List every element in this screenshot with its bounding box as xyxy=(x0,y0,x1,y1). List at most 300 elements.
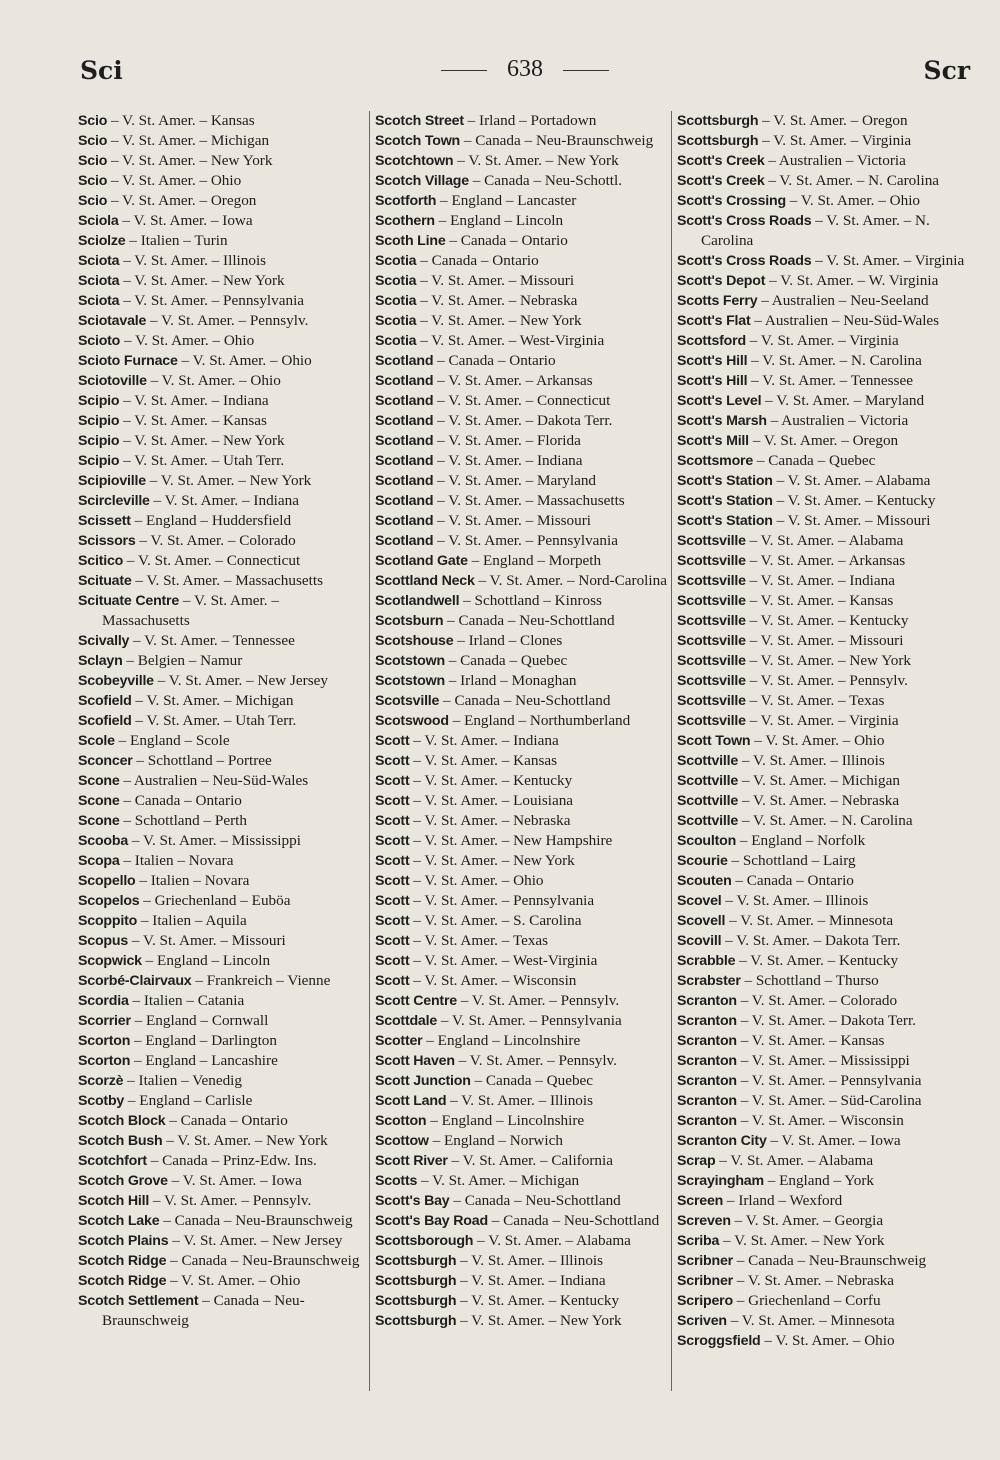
gazetteer-entry xyxy=(375,731,667,751)
entry-place-name: Scranton City xyxy=(677,1133,767,1149)
entry-location: – V. St. Amer. – Ohio xyxy=(166,1272,301,1289)
entry-location: – V. St. Amer. – Oregon xyxy=(107,192,257,209)
entry-location: – V. St. Amer. – Missouri xyxy=(128,932,286,949)
entry-place-name: Scioto Furnace xyxy=(78,353,178,369)
entry-place-name: Scorzè xyxy=(78,1073,124,1089)
gazetteer-entry xyxy=(677,211,972,251)
entry-place-name: Scone xyxy=(78,773,120,789)
entry-location: – V. St. Amer. – New York xyxy=(719,1232,885,1249)
gazetteer-entry xyxy=(677,871,972,891)
gazetteer-entry xyxy=(78,1071,365,1091)
entry-place-name: Scottville xyxy=(677,753,739,769)
entry-place-name: Sciolze xyxy=(78,233,126,249)
entry-place-name: Scio xyxy=(78,193,108,209)
entry-location: – V. St. Amer. – Utah Terr. xyxy=(119,452,285,469)
entry-location: – England – Norfolk xyxy=(736,832,866,849)
gazetteer-entry xyxy=(375,251,667,271)
entry-place-name: Scotland xyxy=(375,473,434,489)
gazetteer-entry xyxy=(375,111,667,131)
entry-place-name: Scotton xyxy=(375,1113,427,1129)
gazetteer-entry xyxy=(375,1231,667,1251)
entry-location: – V. St. Amer. – Connecticut xyxy=(433,392,611,409)
gazetteer-entry xyxy=(78,931,365,951)
entry-location: – V. St. Amer. – N. Carolina xyxy=(764,172,940,189)
entry-location: – England – Huddersfield xyxy=(130,512,292,529)
entry-location: – V. St. Amer. – New Jersey xyxy=(168,1232,343,1249)
entry-location: – England – Lincolnshire xyxy=(422,1032,581,1049)
entry-location: – England – Morpeth xyxy=(467,552,602,569)
entry-place-name: Scobeyville xyxy=(78,673,154,689)
gazetteer-entry xyxy=(375,371,667,391)
entry-location: – V. St. Amer. – Nord-Carolina xyxy=(474,572,667,589)
entry-location: – Canada – Ontario xyxy=(731,872,854,889)
entry-location: – V. St. Amer. – Indiana xyxy=(456,1272,606,1289)
entry-place-name: Scotland xyxy=(375,453,434,469)
gazetteer-entry xyxy=(78,671,365,691)
gazetteer-entry xyxy=(375,211,667,231)
entry-location: – England – York xyxy=(763,1172,875,1189)
gazetteer-entry xyxy=(375,651,667,671)
gazetteer-entry xyxy=(375,971,667,991)
entry-place-name: Scott's Bay Road xyxy=(375,1213,488,1229)
gazetteer-entry xyxy=(375,551,667,571)
entry-location: – Canada – Neu-Schottland xyxy=(439,692,611,709)
gazetteer-entry xyxy=(375,611,667,631)
gazetteer-entry xyxy=(78,171,365,191)
gazetteer-entry xyxy=(677,431,972,451)
entry-location: – V. St. Amer. – New York xyxy=(453,152,619,169)
entry-place-name: Scranton xyxy=(677,1033,737,1049)
gazetteer-entry xyxy=(677,911,972,931)
entry-place-name: Scofield xyxy=(78,693,132,709)
entry-place-name: Scotch Grove xyxy=(78,1173,168,1189)
entry-location: – Canada – Quebec xyxy=(753,452,876,469)
entry-location: – V. St. Amer. – Colorado xyxy=(135,532,296,549)
entry-location: – Italien – Turin xyxy=(125,232,228,249)
entry-location: – V. St. Amer. – Illinois xyxy=(738,752,885,769)
entry-place-name: Scott's Flat xyxy=(677,313,751,329)
gazetteer-entry xyxy=(375,931,667,951)
page-number-block xyxy=(80,56,970,83)
entry-location: – V. St. Amer. – West-Virginia xyxy=(416,332,605,349)
gazetteer-entry xyxy=(375,131,667,151)
entry-location: – Canada – Neu-Schottland xyxy=(487,1212,660,1229)
entry-place-name: Scott xyxy=(375,793,410,809)
gazetteer-entry xyxy=(78,951,365,971)
entry-location: – V. St. Amer. – California xyxy=(447,1152,613,1169)
gazetteer-entry xyxy=(78,191,365,211)
gazetteer-entry xyxy=(375,1051,667,1071)
entry-location: – Canada – Ontario xyxy=(416,252,539,269)
gazetteer-entry xyxy=(78,811,365,831)
gazetteer-entry xyxy=(78,371,365,391)
entry-place-name: Scottland Neck xyxy=(375,573,475,589)
entry-location: – V. St. Amer. – N. Carolina xyxy=(701,212,930,249)
gazetteer-entry xyxy=(677,971,972,991)
gazetteer-entry xyxy=(78,971,365,991)
entry-location: – V. St. Amer. – Missouri xyxy=(416,272,575,289)
entry-place-name: Scio xyxy=(78,133,108,149)
entry-place-name: Scipio xyxy=(78,393,120,409)
entry-location: – V. St. Amer. – Pennsylvania xyxy=(409,892,595,909)
entry-place-name: Scotforth xyxy=(375,193,437,209)
gazetteer-entry xyxy=(375,1011,667,1031)
entry-location: – England – Norwich xyxy=(428,1132,563,1149)
entry-place-name: Scott xyxy=(375,873,410,889)
gazetteer-entry xyxy=(78,771,365,791)
gazetteer-entry xyxy=(677,1231,972,1251)
entry-location: – V. St. Amer. – Dakota Terr. xyxy=(736,1012,916,1029)
entry-location: – England – Lancaster xyxy=(436,192,577,209)
entry-place-name: Scouten xyxy=(677,873,732,889)
entry-place-name: Scotch Bush xyxy=(78,1133,163,1149)
entry-location: – V. St. Amer. – Pennsylvania xyxy=(437,1012,622,1029)
gazetteer-entry xyxy=(677,571,972,591)
header-rule-right xyxy=(563,70,609,71)
gazetteer-entry xyxy=(78,411,365,431)
entry-place-name: Scopa xyxy=(78,853,120,869)
header-rule-left xyxy=(441,70,487,71)
gazetteer-entry xyxy=(375,771,667,791)
gazetteer-entry xyxy=(677,691,972,711)
entry-place-name: Scottsborough xyxy=(375,1233,474,1249)
entry-place-name: Scott xyxy=(375,813,410,829)
entry-place-name: Scottsburgh xyxy=(677,133,759,149)
entry-location: – V. St. Amer. – Arkansas xyxy=(745,552,906,569)
entry-location: – Australien – Neu-Süd-Wales xyxy=(750,312,940,329)
gazetteer-entry xyxy=(78,311,365,331)
entry-column-3 xyxy=(677,111,972,1351)
gazetteer-entry xyxy=(375,1271,667,1291)
entry-location: – V. St. Amer. – Pennsylvania xyxy=(119,292,305,309)
entry-place-name: Scottville xyxy=(677,773,739,789)
gazetteer-entry xyxy=(677,1051,972,1071)
entry-location: – V. St. Amer. – Indiana xyxy=(745,572,895,589)
entry-location: – V. St. Amer. – Missouri xyxy=(745,632,904,649)
gazetteer-entry xyxy=(78,111,365,131)
gazetteer-entry xyxy=(375,671,667,691)
gazetteer-entry xyxy=(78,1191,365,1211)
entry-place-name: Scipio xyxy=(78,413,120,429)
entry-place-name: Scourie xyxy=(677,853,728,869)
gazetteer-entry xyxy=(375,1151,667,1171)
entry-place-name: Scott xyxy=(375,893,410,909)
gazetteer-entry xyxy=(677,311,972,331)
entry-location: – V. St. Amer. – West-Virginia xyxy=(409,952,598,969)
entry-location: – Canada – Ontario xyxy=(433,352,556,369)
entry-location: – Canada – Ontario xyxy=(119,792,242,809)
entry-place-name: Scott Town xyxy=(677,733,751,749)
gazetteer-entry xyxy=(375,691,667,711)
entry-location: – Canada – Neu-Braunschweig xyxy=(159,1212,353,1229)
entry-place-name: Scircleville xyxy=(78,493,150,509)
entry-location: – V. St. Amer. – Oregon xyxy=(748,432,899,449)
entry-location: – V. St. Amer. – Pennsylv. xyxy=(454,1052,617,1069)
gazetteer-entry xyxy=(78,791,365,811)
entry-location: – Australien – Neu-Seeland xyxy=(757,292,929,309)
entry-location: – V. St. Amer. – Ohio xyxy=(785,192,921,209)
entry-place-name: Sciota xyxy=(78,273,120,289)
gazetteer-entry xyxy=(677,591,972,611)
entry-location: – V. St. Amer. – Colorado xyxy=(736,992,898,1009)
entry-place-name: Scipio xyxy=(78,453,120,469)
gazetteer-entry xyxy=(677,651,972,671)
entry-location: – Frankreich – Vienne xyxy=(191,972,331,989)
gazetteer-entry xyxy=(375,1091,667,1111)
entry-location: – V. St. Amer. – Kansas xyxy=(736,1032,885,1049)
gazetteer-entry xyxy=(375,711,667,731)
entry-location: – V. St. Amer. – Nebraska xyxy=(738,792,900,809)
entry-location: – V. St. Amer. – Süd-Carolina xyxy=(736,1092,922,1109)
entry-place-name: Sclayn xyxy=(78,653,123,669)
entry-place-name: Scotch Plains xyxy=(78,1233,169,1249)
entry-place-name: Scottsville xyxy=(677,533,746,549)
entry-location: – V. St. Amer. – Nebraska xyxy=(409,812,571,829)
page-number: 638 xyxy=(507,56,543,82)
entry-place-name: Scott Haven xyxy=(375,1053,455,1069)
entry-location: – England – Carlisle xyxy=(124,1092,253,1109)
gazetteer-entry xyxy=(677,631,972,651)
entry-place-name: Scottsburgh xyxy=(375,1273,457,1289)
entry-location: – V. St. Amer. – Louisiana xyxy=(409,792,574,809)
entry-location: – V. St. Amer. – Kansas xyxy=(119,412,267,429)
gazetteer-entry xyxy=(375,1211,667,1231)
entry-location: – V. St. Amer. – Texas xyxy=(409,932,549,949)
entry-location: – V. St. Amer. – Pennsylv. xyxy=(149,1192,312,1209)
entry-location: – V. St. Amer. – New York xyxy=(119,272,285,289)
entry-place-name: Scotland xyxy=(375,413,434,429)
entry-place-name: Scott Junction xyxy=(375,1073,471,1089)
entry-place-name: Scordia xyxy=(78,993,129,1009)
entry-place-name: Scopello xyxy=(78,873,136,889)
entry-location: – V. St. Amer. – Wisconsin xyxy=(409,972,577,989)
entry-place-name: Scoppito xyxy=(78,913,138,929)
entry-place-name: Scott's Bay xyxy=(375,1193,450,1209)
gazetteer-entry xyxy=(375,1191,667,1211)
gazetteer-entry xyxy=(375,391,667,411)
entry-place-name: Scotch Hill xyxy=(78,1193,150,1209)
entry-place-name: Scottsburgh xyxy=(375,1293,457,1309)
entry-location: – Canada – Ontario xyxy=(165,1112,288,1129)
entry-place-name: Scottsmore xyxy=(677,453,754,469)
entry-place-name: Scone xyxy=(78,793,120,809)
entry-location: – Schottland – Portree xyxy=(132,752,272,769)
gazetteer-entry xyxy=(78,451,365,471)
entry-place-name: Scotchtown xyxy=(375,153,454,169)
entry-place-name: Scott xyxy=(375,913,410,929)
entry-place-name: Scotch Town xyxy=(375,133,461,149)
gazetteer-entry xyxy=(78,651,365,671)
gazetteer-entry xyxy=(375,231,667,251)
entry-location: – V. St. Amer. – New York xyxy=(456,1312,622,1329)
entry-location: – Belgien – Namur xyxy=(122,652,243,669)
entry-place-name: Scotswood xyxy=(375,713,449,729)
gazetteer-entry xyxy=(677,791,972,811)
entry-location: – V. St. Amer. – Virginia xyxy=(745,712,899,729)
gazetteer-entry xyxy=(677,151,972,171)
gazetteer-entry xyxy=(375,991,667,1011)
gazetteer-entry xyxy=(78,1251,365,1271)
gazetteer-entry xyxy=(677,1031,972,1051)
entry-place-name: Scott River xyxy=(375,1153,448,1169)
entry-location: – V. St. Amer. – Wisconsin xyxy=(736,1112,904,1129)
gazetteer-entry xyxy=(78,1111,365,1131)
entry-place-name: Scottsville xyxy=(677,593,746,609)
entry-location: – V. St. Amer. – Illinois xyxy=(721,892,869,909)
entry-place-name: Scroggsfield xyxy=(677,1333,761,1349)
entry-location: – V. St. Amer. – Ohio xyxy=(177,352,312,369)
entry-location: – V. St. Amer. – Kansas xyxy=(409,752,558,769)
entry-location: – V. St. Amer. – Illinois xyxy=(119,252,267,269)
entry-place-name: Scott's Depot xyxy=(677,273,766,289)
entry-location: – V. St. Amer. – Virginia xyxy=(745,332,899,349)
entry-place-name: Sciola xyxy=(78,213,119,229)
entry-location: – V. St. Amer. – Florida xyxy=(433,432,581,449)
entry-location: – V. St. Amer. – New Hampshire xyxy=(409,832,613,849)
entry-place-name: Scott's Crossing xyxy=(677,193,786,209)
entry-place-name: Scott's Station xyxy=(677,493,773,509)
gazetteer-entry xyxy=(677,331,972,351)
entry-location: – V. St. Amer. – New York xyxy=(409,852,575,869)
gazetteer-entry xyxy=(78,591,365,631)
gazetteer-entry xyxy=(375,191,667,211)
entry-location: – V. St. Amer. – Georgia xyxy=(730,1212,884,1229)
gazetteer-entry xyxy=(677,771,972,791)
entry-location: – Canada – Ontario xyxy=(445,232,568,249)
entry-place-name: Scottsburgh xyxy=(677,113,759,129)
entry-location: – V. St. Amer. – New York xyxy=(162,1132,328,1149)
entry-location: – Italien – Novara xyxy=(135,872,250,889)
gazetteer-entry xyxy=(78,531,365,551)
entry-place-name: Scituate Centre xyxy=(78,593,180,609)
entry-place-name: Scitico xyxy=(78,553,124,569)
entry-place-name: Scott Centre xyxy=(375,993,457,1009)
entry-place-name: Scott Land xyxy=(375,1093,447,1109)
entry-place-name: Scottsville xyxy=(677,553,746,569)
gazetteer-entry xyxy=(375,1171,667,1191)
entry-place-name: Scott's Creek xyxy=(677,173,765,189)
gazetteer-entry xyxy=(78,871,365,891)
entry-place-name: Scottow xyxy=(375,1133,429,1149)
gazetteer-entry xyxy=(677,111,972,131)
entry-place-name: Scottdale xyxy=(375,1013,438,1029)
gazetteer-entry xyxy=(78,1051,365,1071)
entry-place-name: Scott's Hill xyxy=(677,373,748,389)
gazetteer-entry xyxy=(375,871,667,891)
entry-place-name: Scorton xyxy=(78,1053,131,1069)
entry-location: – V. St. Amer. – Indiana xyxy=(433,452,583,469)
entry-location: – Griechenland – Euböa xyxy=(139,892,291,909)
gazetteer-entry xyxy=(677,551,972,571)
gazetteer-entry xyxy=(78,1171,365,1191)
gazetteer-entry xyxy=(677,1291,972,1311)
gazetteer-entry xyxy=(677,1251,972,1271)
entry-location: – V. St. Amer. – Texas xyxy=(745,692,885,709)
entry-place-name: Scotch Block xyxy=(78,1113,166,1129)
entry-place-name: Scio xyxy=(78,173,108,189)
entry-place-name: Scriven xyxy=(677,1313,727,1329)
gazetteer-entry xyxy=(375,351,667,371)
entry-location: – V. St. Amer. – Pennsylvania xyxy=(736,1072,922,1089)
entry-column-1 xyxy=(78,111,365,1331)
gazetteer-entry xyxy=(78,911,365,931)
entry-place-name: Scoth Line xyxy=(375,233,446,249)
entry-place-name: Scotstown xyxy=(375,673,445,689)
gazetteer-entry xyxy=(677,271,972,291)
gazetteer-entry xyxy=(677,351,972,371)
gazetteer-entry xyxy=(677,1131,972,1151)
gazetteer-entry xyxy=(677,511,972,531)
column-divider xyxy=(369,111,370,1391)
entry-place-name: Scranton xyxy=(677,993,737,1009)
entry-location: – Canada – Neu-Braunschweig xyxy=(732,1252,927,1269)
gazetteer-entry xyxy=(677,1271,972,1291)
entry-place-name: Scotland xyxy=(375,433,434,449)
gazetteer-entry xyxy=(677,471,972,491)
entry-location: – V. St. Amer. – Arkansas xyxy=(433,372,593,389)
gazetteer-entry xyxy=(78,631,365,651)
entry-location: – V. St. Amer. – Kentucky xyxy=(409,772,573,789)
entry-place-name: Scotia xyxy=(375,293,417,309)
entry-place-name: Scott xyxy=(375,733,410,749)
entry-location: – V. St. Amer. – Tennessee xyxy=(129,632,295,649)
entry-place-name: Scoulton xyxy=(677,833,737,849)
gazetteer-entry xyxy=(78,251,365,271)
gazetteer-entry xyxy=(375,631,667,651)
entry-location: – V. St. Amer. – Massachusetts xyxy=(102,592,279,629)
gazetteer-entry xyxy=(78,571,365,591)
gazetteer-entry xyxy=(78,331,365,351)
entry-location: – V. St. Amer. – Massachusetts xyxy=(433,492,625,509)
entry-place-name: Scott xyxy=(375,753,410,769)
entry-place-name: Scopus xyxy=(78,933,129,949)
entry-place-name: Scotia xyxy=(375,333,417,349)
entry-place-name: Scissett xyxy=(78,513,131,529)
gazetteer-entry xyxy=(677,451,972,471)
entry-location: – V. St. Amer. – Dakota Terr. xyxy=(433,412,613,429)
entry-place-name: Scottville xyxy=(677,813,739,829)
entry-location: – V. St. Amer. – Michigan xyxy=(131,692,294,709)
entry-place-name: Scovell xyxy=(677,913,726,929)
gazetteer-entry xyxy=(375,1291,667,1311)
entry-location: – V. St. Amer. – New York xyxy=(416,312,582,329)
entry-location: – V. St. Amer. – Illinois xyxy=(446,1092,594,1109)
gazetteer-entry xyxy=(677,1111,972,1131)
entry-place-name: Scone xyxy=(78,813,120,829)
entry-location: – V. St. Amer. – Iowa xyxy=(118,212,253,229)
entry-location: – Canada – Neu-Schottland xyxy=(443,612,615,629)
gazetteer-entry xyxy=(677,371,972,391)
entry-location: – V. St. Amer. – Ohio xyxy=(760,1332,895,1349)
entry-location: – V. St. Amer. – Massachusetts xyxy=(131,572,323,589)
entry-location: – England – Lancashire xyxy=(130,1052,278,1069)
entry-place-name: Scotland xyxy=(375,493,434,509)
gazetteer-entry xyxy=(375,591,667,611)
entry-location: – Australien – Victoria xyxy=(766,412,909,429)
entry-location: – Schottland – Perth xyxy=(119,812,247,829)
gazetteer-entry xyxy=(78,991,365,1011)
entry-location: – Canada – Neu-Braunschweig xyxy=(460,132,654,149)
entry-location: – V. St. Amer. – Pennsylv. xyxy=(745,672,908,689)
entry-place-name: Scotch Settlement xyxy=(78,1293,199,1309)
entry-place-name: Sciota xyxy=(78,253,120,269)
gazetteer-entry xyxy=(677,671,972,691)
gazetteer-entry xyxy=(78,1211,365,1231)
gazetteer-entry xyxy=(78,1271,365,1291)
entry-location: – V. St. Amer. – Indiana xyxy=(149,492,299,509)
gazetteer-entry xyxy=(78,131,365,151)
gazetteer-entry xyxy=(677,1311,972,1331)
